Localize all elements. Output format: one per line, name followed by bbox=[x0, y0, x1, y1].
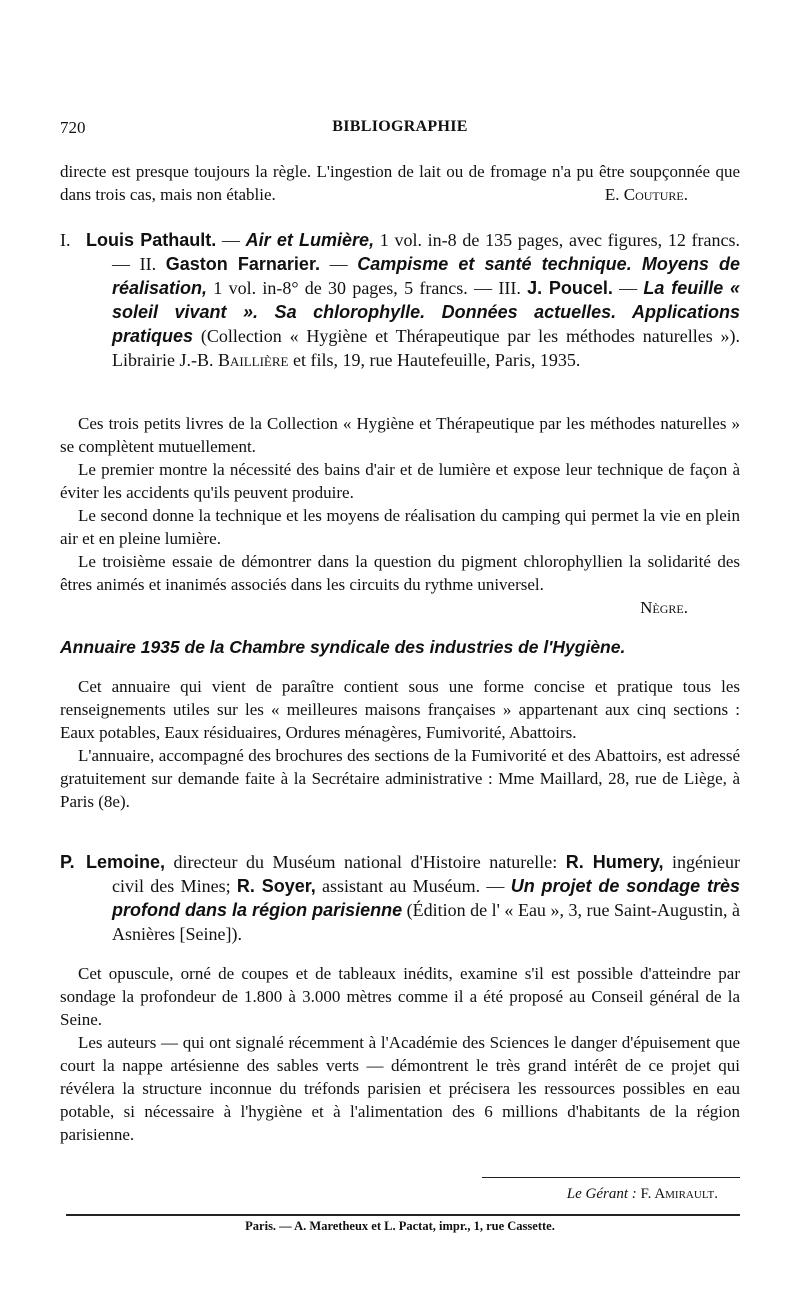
footer-rule bbox=[66, 1214, 740, 1216]
entry-title: La feuille « soleil vivant ». Sa chlorophylle. Données actuelles. Applications pratiques bbox=[112, 278, 740, 346]
entry-author: R. Humery, bbox=[565, 852, 664, 872]
printer-imprint: Paris. — A. Maretheux et L. Pactat, impr., 1, rue Cassette. bbox=[245, 1219, 555, 1233]
entry-number: I. bbox=[60, 230, 71, 250]
review-paragraph: Le premier montre la nécessité des bains d'air et de lumière et expose leur technique de façon à éviter les accidents qu'ils peuvent produire. bbox=[60, 460, 740, 502]
intro-text: directe est presque toujours la règle. L'ingestion de lait ou de fromage n'a pu être soupçonnée que dans trois cas, mais non établie. E. Couture. bbox=[60, 162, 740, 204]
bibliography-entry-3: P. Lemoine, directeur du Muséum national d'Histoire naturelle: R. Humery, ingénieur civil des Mines; R. Soyer, assistant au Muséum. — Un projet de sondage très profond dans la région parisienne (Édition de l' « Eau », 3, rue Saint-Augustin, à Asnières [Seine]). bbox=[60, 852, 740, 944]
page-header bbox=[60, 118, 740, 140]
entry-author: Louis Pathault. bbox=[86, 230, 217, 250]
section-paragraph: L'annuaire, accompagné des brochures des sections de la Fumivorité et des Abattoirs, est adressé gratuitement sur demande faite à la Secrétaire administrative : Mme Maillard, 28, rue de Liège, à Paris (8e). bbox=[60, 746, 740, 811]
entry-title: Campisme et santé technique. Moyens de réalisation, bbox=[112, 254, 740, 298]
review-paragraph: Cet opuscule, orné de coupes et de tableaux inédits, examine s'il est possible d'atteindre par sondage la profondeur de 1.800 à 3.000 mètres comme il a été proposé au Conseil général de la Seine. bbox=[60, 964, 740, 1029]
intro-signature: E. Couture. bbox=[604, 185, 688, 204]
publisher-name: Baillière bbox=[217, 350, 289, 370]
section-2-body bbox=[60, 675, 740, 813]
review-paragraph: Le troisième essaie de démontrer dans la question du pigment chlorophyllien la solidarité des êtres animés et inanimés associés dans les circuits du rythme universel. bbox=[60, 552, 740, 594]
bibliography-entry-1: I. Louis Pathault. — Air et Lumière, 1 vol. in-8 de 135 pages, avec figures, 12 francs. — II. Gaston Farnarier. — Campisme et santé technique. Moyens de réalisation, 1 vol. in-8° de 30 pages, 5 francs. — III. J. Poucel. — La feuille « soleil vivant ». Sa chlorophylle. Données actuelles. Applications pratiques (Collection « Hygiène et Thérapeutique par les méthodes naturelles »). Librairie J.-B. Baillière et fils, 19, rue Hautefeuille, Paris, 1935. bbox=[60, 230, 740, 370]
entry-author: J. Poucel. bbox=[527, 278, 613, 298]
entry-author-initial: P. bbox=[60, 852, 75, 872]
entry-author: Lemoine, bbox=[86, 852, 166, 872]
entry-title: Un projet de sondage très profond dans la région parisienne bbox=[112, 876, 740, 920]
review-1 bbox=[60, 412, 740, 619]
entry-title: Air et Lumière, bbox=[245, 230, 375, 250]
review-paragraph: Le second donne la technique et les moyens de réalisation du camping qui permet la vie en plein air et en pleine lumière. bbox=[60, 506, 740, 548]
entry-author: Gaston Farnarier. bbox=[165, 254, 320, 274]
review-paragraph: Ces trois petits livres de la Collection « Hygiène et Thérapeutique par les méthodes naturelles » se complètent mutuellement. bbox=[60, 414, 740, 456]
review-paragraph: Les auteurs — qui ont signalé récemment à l'Académie des Sciences le danger d'épuisement que court la nappe artésienne des sables verts — démontrent le très grand intérêt de ce projet qui révélera la structure inconnue du tréfonds parisien et précisera les ressources possibles en eau potable, si nécessaire à l'hygiène et à l'alimentation des 6 millions d'habitants de la région parisienne. bbox=[60, 1033, 740, 1144]
review-signature: Nègre. bbox=[640, 598, 688, 617]
gerant-label: Le Gérant : bbox=[566, 1186, 637, 1202]
running-title: BIBLIOGRAPHIE bbox=[332, 118, 468, 135]
review-signature-line bbox=[60, 596, 740, 619]
gerant-line bbox=[60, 1186, 740, 1203]
entry-author: R. Soyer, bbox=[236, 876, 316, 896]
separator-rule bbox=[482, 1177, 740, 1178]
intro-block bbox=[60, 160, 740, 206]
section-paragraph: Cet annuaire qui vient de paraître contient sous une forme concise et pratique tous les renseignements utiles sur les « meilleures maisons françaises » appartenant aux cinq sections : Eaux potables, Eaux résiduaires, Ordures ménagères, Fumivorité, Abattoirs. bbox=[60, 677, 740, 742]
gerant-name: F. Amirault. bbox=[640, 1186, 718, 1202]
section-heading: Annuaire 1935 de la Chambre syndicale des industries de l'Hygiène. bbox=[60, 637, 626, 657]
page-number: 720 bbox=[60, 118, 86, 137]
review-3 bbox=[60, 962, 740, 1146]
